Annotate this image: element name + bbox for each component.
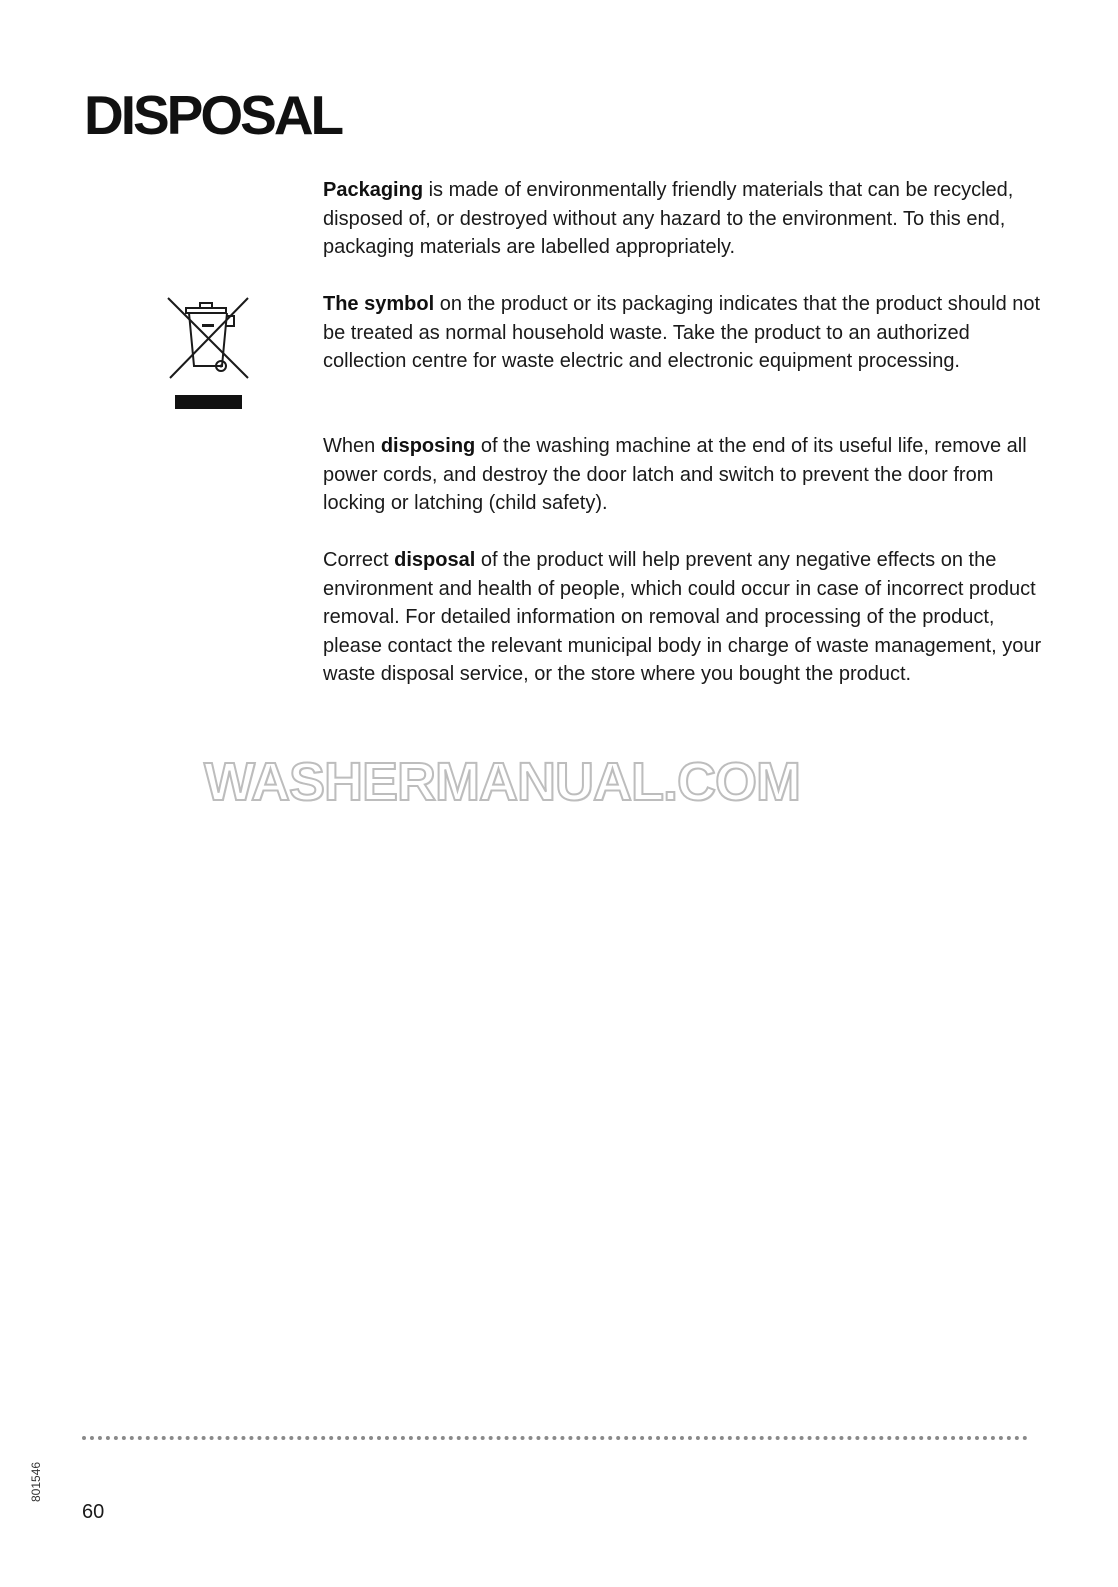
paragraph-correct-disposal (323, 546, 1043, 689)
paragraph-disposing-bold: disposing (380, 435, 476, 457)
paragraph-packaging (323, 176, 1043, 262)
paragraph-disposing (323, 432, 1043, 518)
paragraph-symbol-text: on the product or its packaging indicates that the product should not be treated as normal household waste. Take the product to an authorized collection centre for waste electric and electronic equipment processing. (323, 293, 1041, 372)
paragraph-disposing-text: of the washing machine at the end of its useful life, remove all power cords, and destroy the door latch and switch to prevent the door from locking or latching (child safety). (323, 435, 1027, 514)
paragraph-packaging-text: is made of environmentally friendly materials that can be recycled, disposed of, or destroyed without any hazard to the environment. To this end, packaging materials are labelled appropriately. (323, 179, 1014, 258)
page-title: DISPOSAL (84, 84, 342, 146)
page-number: 60 (82, 1501, 105, 1523)
footer-dotted-divider (82, 1436, 1028, 1440)
paragraph-correct-pre: Correct (323, 549, 395, 571)
paragraph-correct-text: of the product will help prevent any negative effects on the environment and health of people, which could occur in case of incorrect product removal. For detailed information on removal and processing of the product, please contact the relevant municipal body in charge of waste management, your waste disposal service, or the store where you bought the product. (323, 549, 1042, 685)
paragraph-symbol (323, 290, 1043, 376)
paragraph-packaging-bold: Packaging (323, 179, 424, 201)
paragraph-correct-bold: disposal (394, 549, 476, 571)
crossed-out-wheelie-bin-icon (164, 294, 252, 412)
watermark: WASHERMANUAL.COM (204, 752, 800, 812)
paragraph-disposing-pre: When (323, 435, 381, 457)
paragraph-symbol-bold: The symbol (323, 293, 435, 315)
document-code: 801546 (29, 1462, 43, 1503)
